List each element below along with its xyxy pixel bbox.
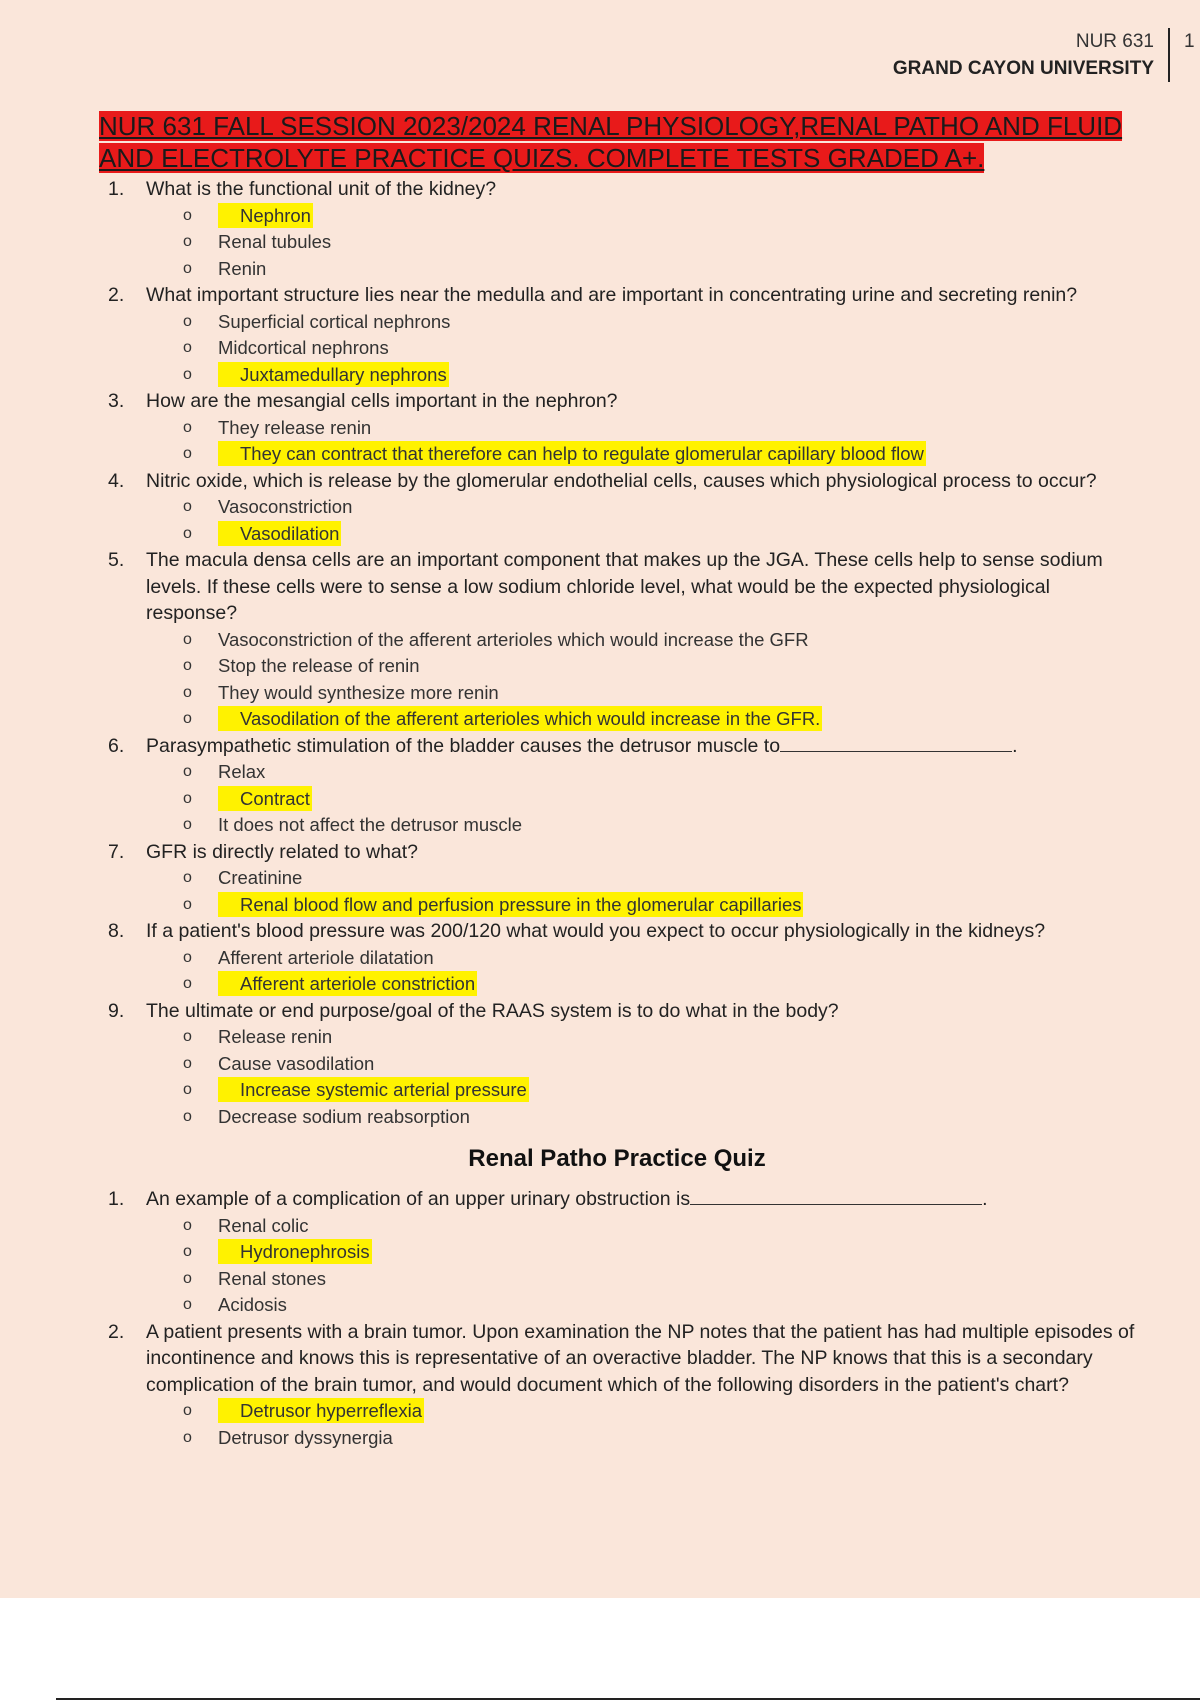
question-text: Nitric oxide, which is release by the glomerular endothelial cells, causes which physiological process to occur? (146, 469, 1097, 492)
question-number: 5. (108, 549, 125, 571)
question-number: 1. (108, 178, 125, 200)
answer-options (0, 1398, 1200, 1451)
circle-bullet-icon: o (183, 206, 192, 224)
circle-bullet-icon: o (183, 259, 192, 277)
option-text: Renal tubules (218, 231, 332, 252)
answer-option-correct (0, 362, 1200, 389)
option-text: Afferent arteriole constriction (218, 971, 477, 996)
circle-bullet-icon: o (183, 763, 192, 780)
question (0, 468, 1200, 495)
answer-option (0, 759, 1200, 786)
question (0, 1186, 1200, 1213)
answer-options (0, 494, 1200, 547)
answer-options (0, 759, 1200, 839)
option-text: Detrusor dyssynergia (218, 1426, 393, 1448)
option-text: Renal stones (218, 1267, 326, 1289)
question-number: 4. (108, 469, 125, 492)
circle-bullet-icon: o (183, 1243, 192, 1260)
option-text: Renal blood flow and perfusion pressure in the glomerular capillaries (218, 892, 803, 917)
circle-bullet-icon: o (183, 445, 192, 462)
option-text: It does not affect the detrusor muscle (218, 814, 523, 835)
document-title-text: NUR 631 FALL SESSION 2023/2024 RENAL PHYSIOLOGY,RENAL PATHO AND FLUID AND ELECTROLYTE PRACTICE QUIZS. COMPLETE TESTS GRADED A+. (99, 111, 1123, 173)
question-text: The ultimate or end purpose/goal of the RAAS system is to do what in the body? (146, 999, 839, 1022)
question-number: 9. (108, 999, 125, 1022)
circle-bullet-icon: o (183, 1028, 192, 1045)
answer-blank (780, 733, 1012, 752)
answer-option (0, 256, 1200, 283)
circle-bullet-icon: o (183, 312, 192, 330)
question-text: What is the functional unit of the kidney? (146, 178, 497, 200)
blank-suffix: . (1012, 734, 1018, 757)
option-text: They can contract that therefore can help to regulate glomerular capillary blood flow (218, 441, 926, 466)
option-text: Cause vasodilation (218, 1052, 375, 1074)
answer-option (0, 680, 1200, 707)
circle-bullet-icon: o (183, 1216, 192, 1234)
question-text: A patient presents with a brain tumor. Upon examination the NP notes that the patient has had multiple episodes of incontinence and knows this is representative of an overactive bladder. The NP knows that this is a secondary complication of the brain tumor, and would document which of the following disorders in the patient's chart? (146, 1320, 1135, 1396)
question (0, 547, 1200, 627)
answer-options (0, 627, 1200, 733)
option-text: Juxtamedullary nephrons (218, 362, 449, 387)
option-text: Decrease sodium reabsorption (218, 1105, 470, 1127)
circle-bullet-icon: o (183, 948, 192, 966)
circle-bullet-icon: o (183, 418, 192, 436)
option-text: Vasoconstriction (218, 496, 353, 517)
answer-option (0, 1425, 1200, 1452)
option-text: Vasoconstriction of the afferent arterioles which would increase the GFR (218, 628, 809, 650)
answer-option (0, 1292, 1200, 1319)
circle-bullet-icon: o (183, 895, 192, 913)
question (0, 733, 1200, 760)
option-text: Midcortical nephrons (218, 337, 389, 358)
option-text: Nephron (218, 203, 313, 228)
answer-option-correct (0, 1077, 1200, 1104)
circle-bullet-icon: o (183, 1402, 192, 1419)
answer-option-correct (0, 441, 1200, 468)
answer-options (0, 865, 1200, 918)
question (0, 388, 1200, 415)
answer-option (0, 494, 1200, 521)
answer-option (0, 1266, 1200, 1293)
answer-option-correct (0, 786, 1200, 813)
question (0, 1319, 1200, 1399)
circle-bullet-icon: o (183, 1269, 192, 1287)
question-number: 7. (108, 840, 125, 863)
question (0, 839, 1200, 866)
answer-option-correct (0, 1398, 1200, 1425)
option-text: Release renin (218, 1026, 333, 1047)
option-text: They would synthesize more renin (218, 681, 499, 703)
circle-bullet-icon: o (183, 233, 192, 250)
answer-option (0, 1024, 1200, 1051)
circle-bullet-icon: o (183, 1107, 192, 1125)
answer-option-correct (0, 706, 1200, 733)
question-text: Parasympathetic stimulation of the bladder causes the detrusor muscle to (146, 734, 781, 757)
question-number: 8. (108, 920, 125, 942)
answer-option-correct (0, 971, 1200, 998)
option-text: Renal colic (218, 1214, 309, 1236)
answer-option (0, 812, 1200, 839)
circle-bullet-icon: o (183, 1428, 192, 1446)
answer-option (0, 653, 1200, 680)
answer-options (0, 309, 1200, 389)
circle-bullet-icon: o (183, 365, 192, 383)
circle-bullet-icon: o (183, 630, 192, 648)
answer-option-correct (0, 892, 1200, 919)
circle-bullet-icon: o (183, 710, 192, 727)
document-title (99, 110, 1174, 174)
circle-bullet-icon: o (183, 498, 192, 515)
option-text: Hydronephrosis (218, 1239, 372, 1264)
circle-bullet-icon: o (183, 524, 192, 542)
answer-option (0, 865, 1200, 892)
question (0, 176, 1200, 203)
answer-option (0, 945, 1200, 972)
answer-options (0, 203, 1200, 283)
header-university: GRAND CAYON UNIVERSITY (892, 58, 1154, 79)
answer-option (0, 1104, 1200, 1131)
option-text: Detrusor hyperreflexia (218, 1398, 424, 1423)
circle-bullet-icon: o (183, 975, 192, 992)
answer-options (0, 1213, 1200, 1319)
question-text: An example of a complication of an upper urinary obstruction is (146, 1188, 691, 1210)
circle-bullet-icon: o (183, 1054, 192, 1072)
circle-bullet-icon: o (183, 339, 192, 356)
page-number: 1 (1184, 31, 1195, 52)
renal-patho-quiz-section (0, 1186, 1200, 1451)
physiology-quiz-section (0, 176, 1200, 1130)
question-text: If a patient's blood pressure was 200/120 what would you expect to occur physiologically in the kidneys? (146, 920, 1046, 942)
option-text: Acidosis (218, 1294, 287, 1315)
option-text: Vasodilation of the afferent arterioles which would increase in the GFR. (218, 706, 822, 731)
option-text: Creatinine (218, 867, 303, 888)
question-number: 2. (108, 284, 125, 306)
answer-option (0, 627, 1200, 654)
question-text: What important structure lies near the medulla and are important in concentrating urine and secreting renin? (146, 284, 1078, 306)
answer-options (0, 945, 1200, 998)
page-header (893, 28, 1170, 82)
answer-option (0, 335, 1200, 362)
option-text: Contract (218, 786, 312, 811)
answer-option (0, 415, 1200, 442)
question-number: 2. (108, 1320, 125, 1343)
circle-bullet-icon: o (183, 789, 192, 807)
option-text: Increase systemic arterial pressure (218, 1077, 529, 1102)
blank-suffix: . (982, 1188, 988, 1210)
option-text: Renin (218, 257, 267, 279)
answer-options (0, 415, 1200, 468)
section-title-renal-patho: Renal Patho Practice Quiz (468, 1145, 766, 1172)
circle-bullet-icon: o (183, 869, 192, 886)
answer-option-correct (0, 521, 1200, 548)
quiz-content (0, 176, 1200, 1451)
circle-bullet-icon: o (183, 816, 192, 833)
option-text: Superficial cortical nephrons (218, 310, 451, 332)
question-number: 1. (108, 1188, 125, 1210)
question-number: 3. (108, 390, 125, 412)
option-text: Relax (218, 761, 266, 782)
answer-option (0, 309, 1200, 336)
circle-bullet-icon: o (183, 683, 192, 701)
question (0, 282, 1200, 309)
header-course: NUR 631 (1075, 31, 1154, 52)
question (0, 918, 1200, 945)
question (0, 998, 1200, 1025)
answer-option (0, 1051, 1200, 1078)
question-number: 6. (108, 734, 125, 757)
answer-option (0, 1213, 1200, 1240)
option-text: Stop the release of renin (218, 655, 420, 676)
option-text: Vasodilation (218, 521, 341, 546)
question-text: How are the mesangial cells important in the nephron? (146, 390, 618, 412)
option-text: Afferent arteriole dilatation (218, 946, 434, 968)
answer-option-correct (0, 1239, 1200, 1266)
circle-bullet-icon: o (183, 657, 192, 674)
answer-option-correct (0, 203, 1200, 230)
circle-bullet-icon: o (183, 1296, 192, 1313)
answer-blank (690, 1186, 982, 1205)
question-text: GFR is directly related to what? (146, 840, 419, 863)
option-text: They release renin (218, 416, 372, 438)
answer-options (0, 1024, 1200, 1130)
answer-option (0, 229, 1200, 256)
circle-bullet-icon: o (183, 1081, 192, 1098)
question-text: The macula densa cells are an important component that makes up the JGA. These cells help to sense sodium levels. If these cells were to sense a low sodium chloride level, what would be the expected physiological response? (146, 549, 1103, 624)
